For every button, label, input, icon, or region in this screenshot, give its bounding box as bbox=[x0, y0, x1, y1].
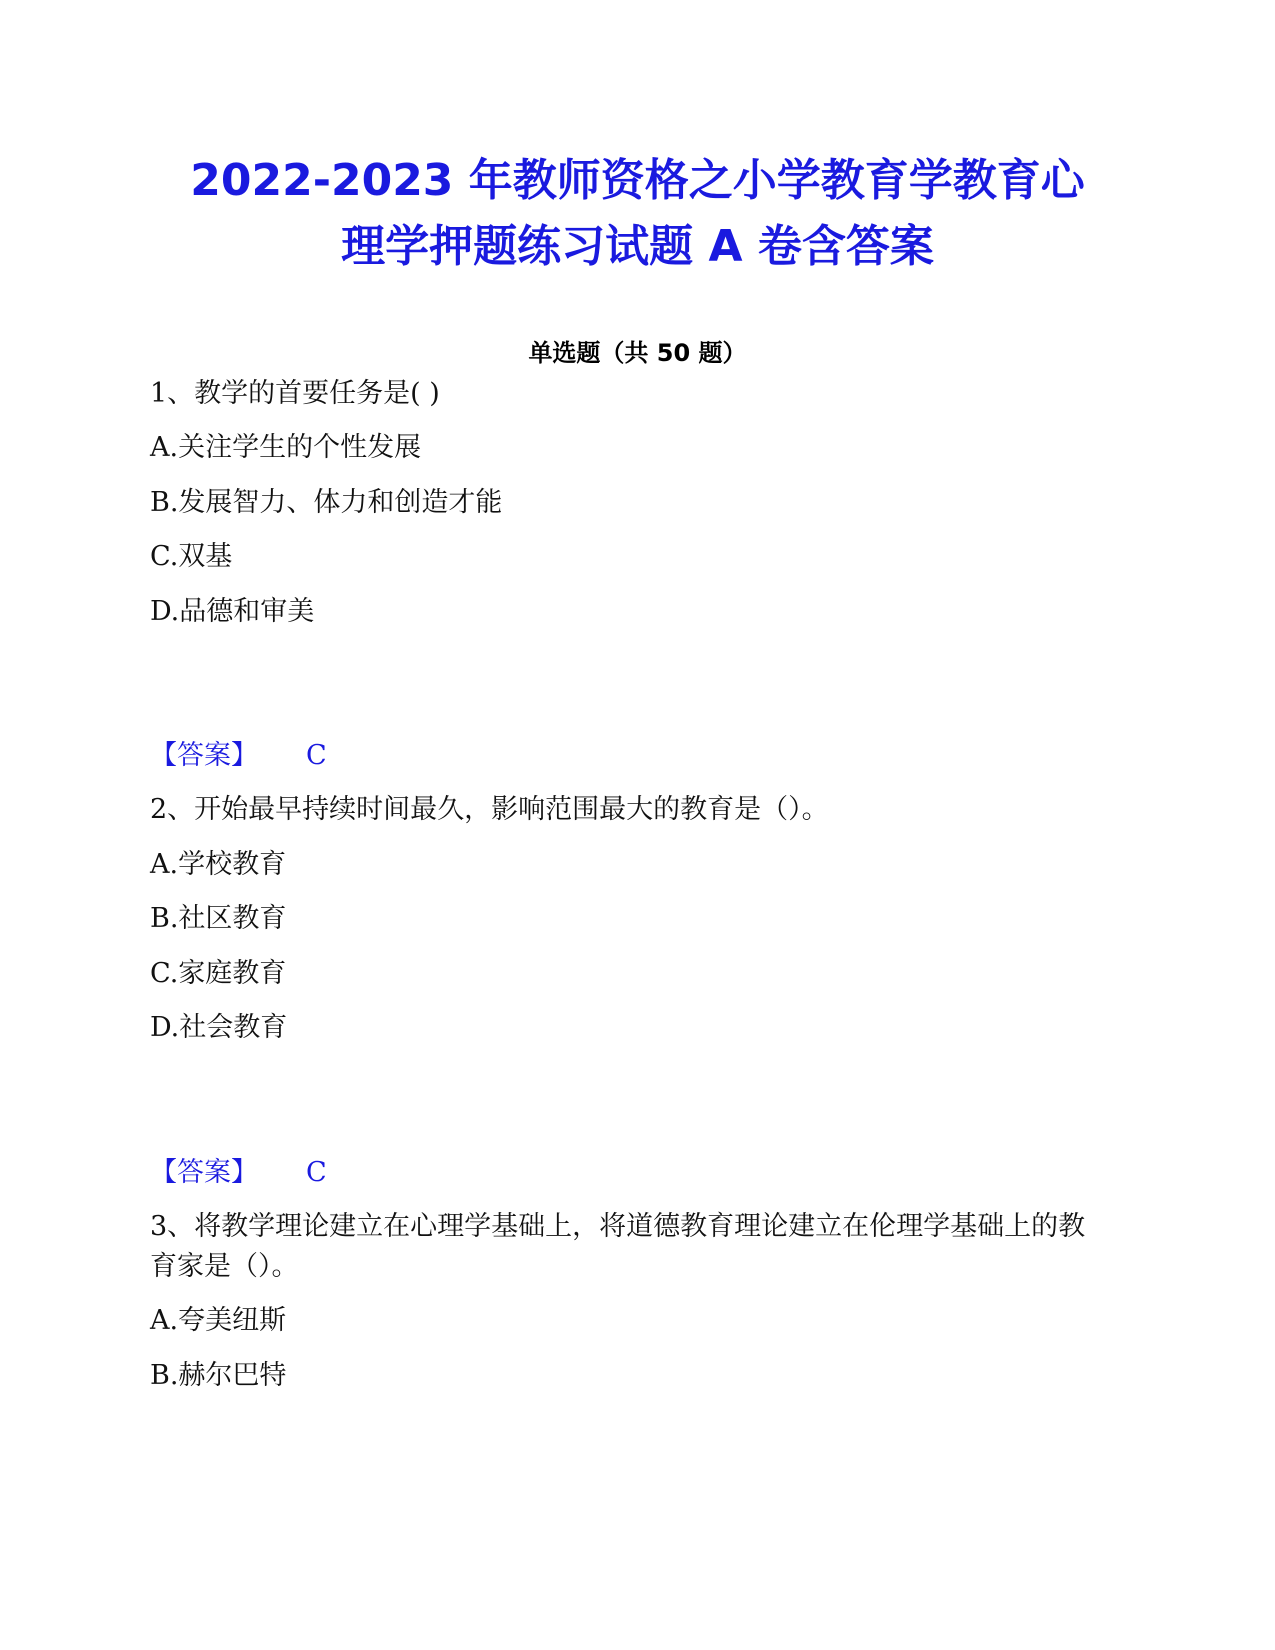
question-2-option-c: C.家庭教育 bbox=[150, 958, 287, 989]
question-2-stem: 2、开始最早持续时间最久，影响范围最大的教育是（）。 bbox=[150, 794, 829, 825]
section-heading: 单选题（共 50 题） bbox=[528, 339, 747, 367]
question-3-stem: 3、将教学理论建立在心理学基础上，将道德教育理论建立在伦理学基础上的教育家是（）。 bbox=[150, 1211, 1086, 1282]
question-3-option-b: B.赫尔巴特 bbox=[150, 1360, 287, 1391]
question-2-option-a: A.学校教育 bbox=[150, 849, 287, 880]
question-1-option-d: D.品德和审美 bbox=[150, 596, 315, 627]
answer-value: C bbox=[306, 1157, 327, 1188]
question-2-option-d: D.社会教育 bbox=[150, 1012, 288, 1043]
question-1-answer bbox=[150, 736, 327, 776]
question-1-option-b: B.发展智力、体力和创造才能 bbox=[150, 487, 503, 518]
question-1-option-a: A.关注学生的个性发展 bbox=[150, 432, 422, 463]
question-1-option-c: C.双基 bbox=[150, 541, 233, 572]
question-2-option-b: B.社区教育 bbox=[150, 903, 287, 934]
answer-label: 【答案】 bbox=[150, 740, 258, 771]
answer-label: 【答案】 bbox=[150, 1157, 258, 1188]
question-2-answer bbox=[150, 1153, 327, 1193]
question-3-option-a: A.夸美纽斯 bbox=[150, 1305, 287, 1336]
document-title-line-2: 理学押题练习试题 A 卷含答案 bbox=[341, 221, 934, 272]
answer-value: C bbox=[306, 740, 327, 771]
document-title-line-1: 2022-2023 年教师资格之小学教育学教育心 bbox=[190, 155, 1085, 206]
question-1-stem: 1、教学的首要任务是( ) bbox=[150, 378, 440, 409]
document-title bbox=[100, 148, 1175, 280]
